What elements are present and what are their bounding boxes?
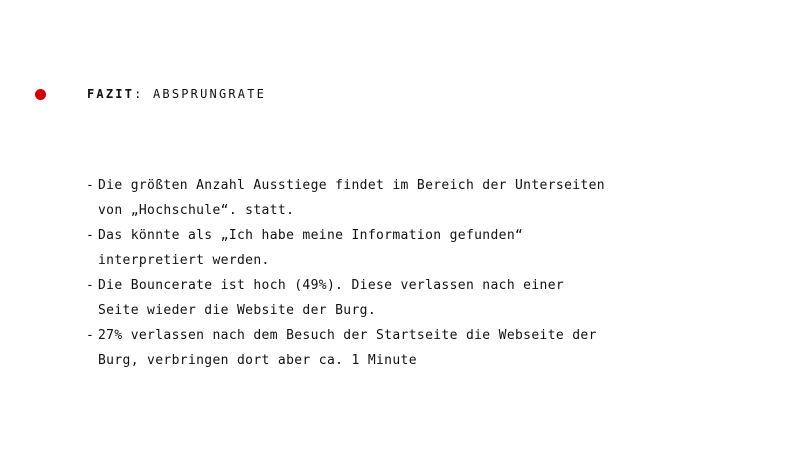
bullet-list [86,173,786,373]
slide-title [87,86,266,102]
bullet-text-line: Das könnte als „Ich habe meine Information gefunden“ [98,228,524,243]
bullet-text-line: von „Hochschule“. statt. [98,203,295,218]
bullet-text-line: interpretiert werden. [98,253,270,268]
bullet-dash: - [86,328,95,343]
bullet-text-line: Burg, verbringen dort aber ca. 1 Minute [98,353,417,368]
bullet-item [86,323,786,373]
bullet-text-line: Die Bouncerate ist hoch (49%). Diese verlassen nach einer [98,278,565,293]
bullet-dash: - [86,228,95,243]
bullet-text-line: 27% verlassen nach dem Besuch der Startseite die Webseite der [98,328,597,343]
bullet-dash: - [86,278,95,293]
title-topic: : ABSPRUNGRATE [134,87,267,101]
bullet-item [86,223,786,273]
bullet-item [86,273,786,323]
bullet-text-line: Seite wieder die Website der Burg. [98,303,377,318]
bullet-item [86,173,786,223]
bullet-dash: - [86,178,95,193]
red-dot-icon [35,89,46,100]
title-keyword: FAZIT [87,87,135,101]
bullet-text-line: Die größten Anzahl Ausstiege findet im Bereich der Unterseiten [98,178,605,193]
